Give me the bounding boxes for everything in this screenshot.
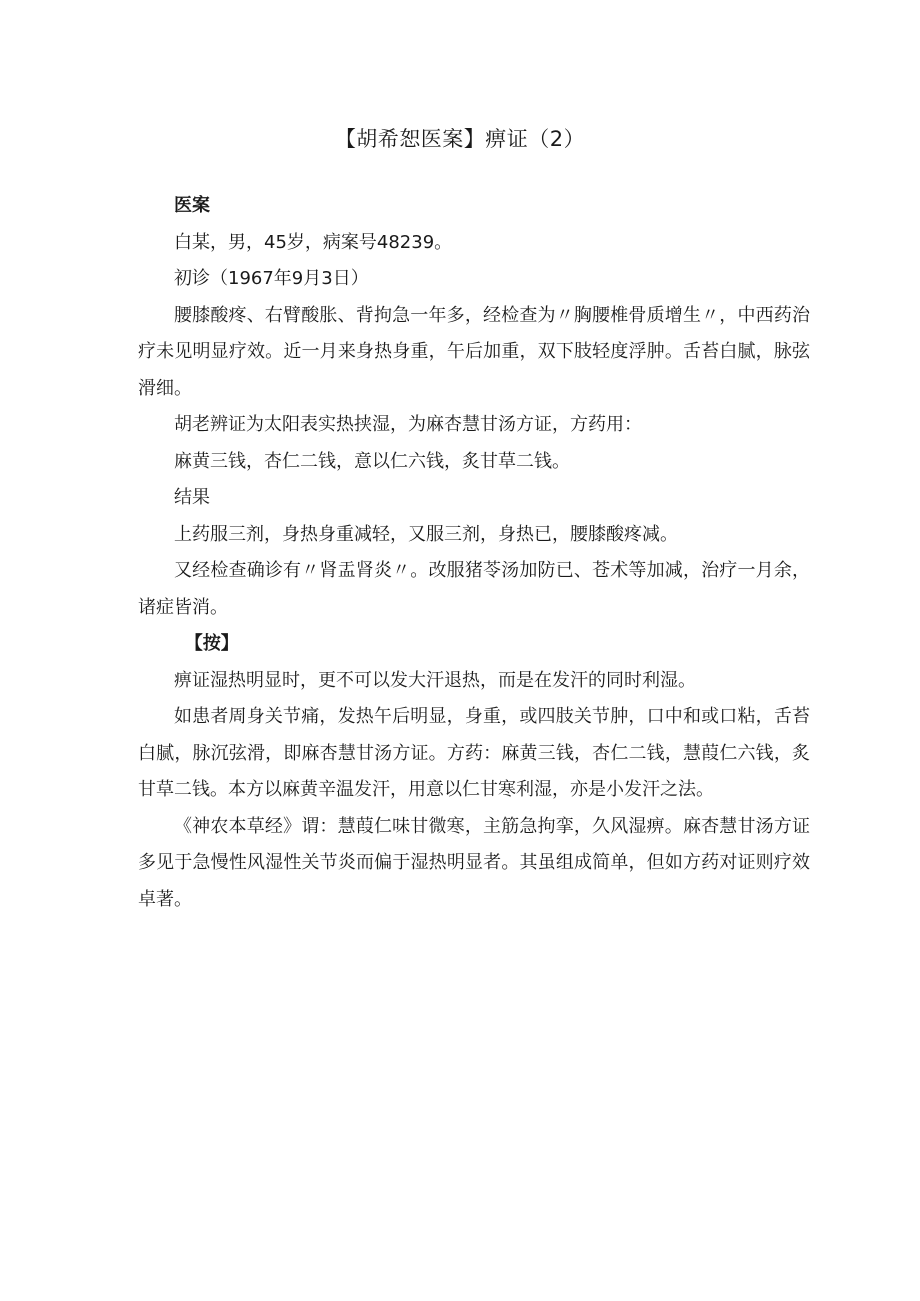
first-visit-label: 初诊（1967年9月3日） [174,268,369,289]
note-heading: 【按】 [184,633,239,654]
paragraph-prescription: 麻黄三钱，杏仁二钱，意以仁六钱，炙甘草二钱。 [174,450,570,472]
paragraph-followup: 又经检查确诊有〃肾盂肾炎〃。改服猪苓汤加防已、苍术等加减，治疗一月余，诸症皆消。 [138,560,810,618]
paragraph-diagnosis: 胡老辨证为太阳表实热挟湿，为麻杏慧甘汤方证，方药用： [174,414,642,435]
patient-info: 白某，男，45岁，病案号48239。 [174,231,453,253]
document-body [138,188,810,918]
paragraph-note-1: 痹证湿热明显时，更不可以发大汗退热，而是在发汗的同时利湿。 [174,669,696,691]
document-title: 【胡希恕医案】痹证（2） [334,127,586,151]
paragraph-symptoms: 腰膝酸疼、右臂酸胀、背拘急一年多，经检查为〃胸腰椎骨质增生〃，中西药治疗未见明显疗效。近一月来身热身重，午后加重，双下肢轻度浮肿。舌苔白腻，脉弦滑细。 [138,304,810,399]
paragraph-note-3: 《神农本草经》谓：慧葭仁味甘微寒，主筋急拘挛，久风湿痹。麻杏慧甘汤方证多见于急慢性风湿性关节炎而偏于湿热明显者。其虽组成简单，但如方药对证则疗效卓著。 [138,815,810,910]
paragraph-result: 上药服三剂，身热身重减轻，又服三剂，身热已，腰膝酸疼减。 [174,523,678,545]
result-heading: 结果 [174,487,210,508]
case-heading: 医案 [174,195,210,216]
paragraph-note-2: 如患者周身关节痛，发热午后明显，身重，或四肢关节肿，口中和或口粘，舌苔白腻，脉沉弦滑，即麻杏慧甘汤方证。方药：麻黄三钱，杏仁二钱，慧葭仁六钱，炙甘草二钱。本方以麻黄辛温发汗，用意以仁甘寒利湿，亦是小发汗之法。 [138,706,810,800]
